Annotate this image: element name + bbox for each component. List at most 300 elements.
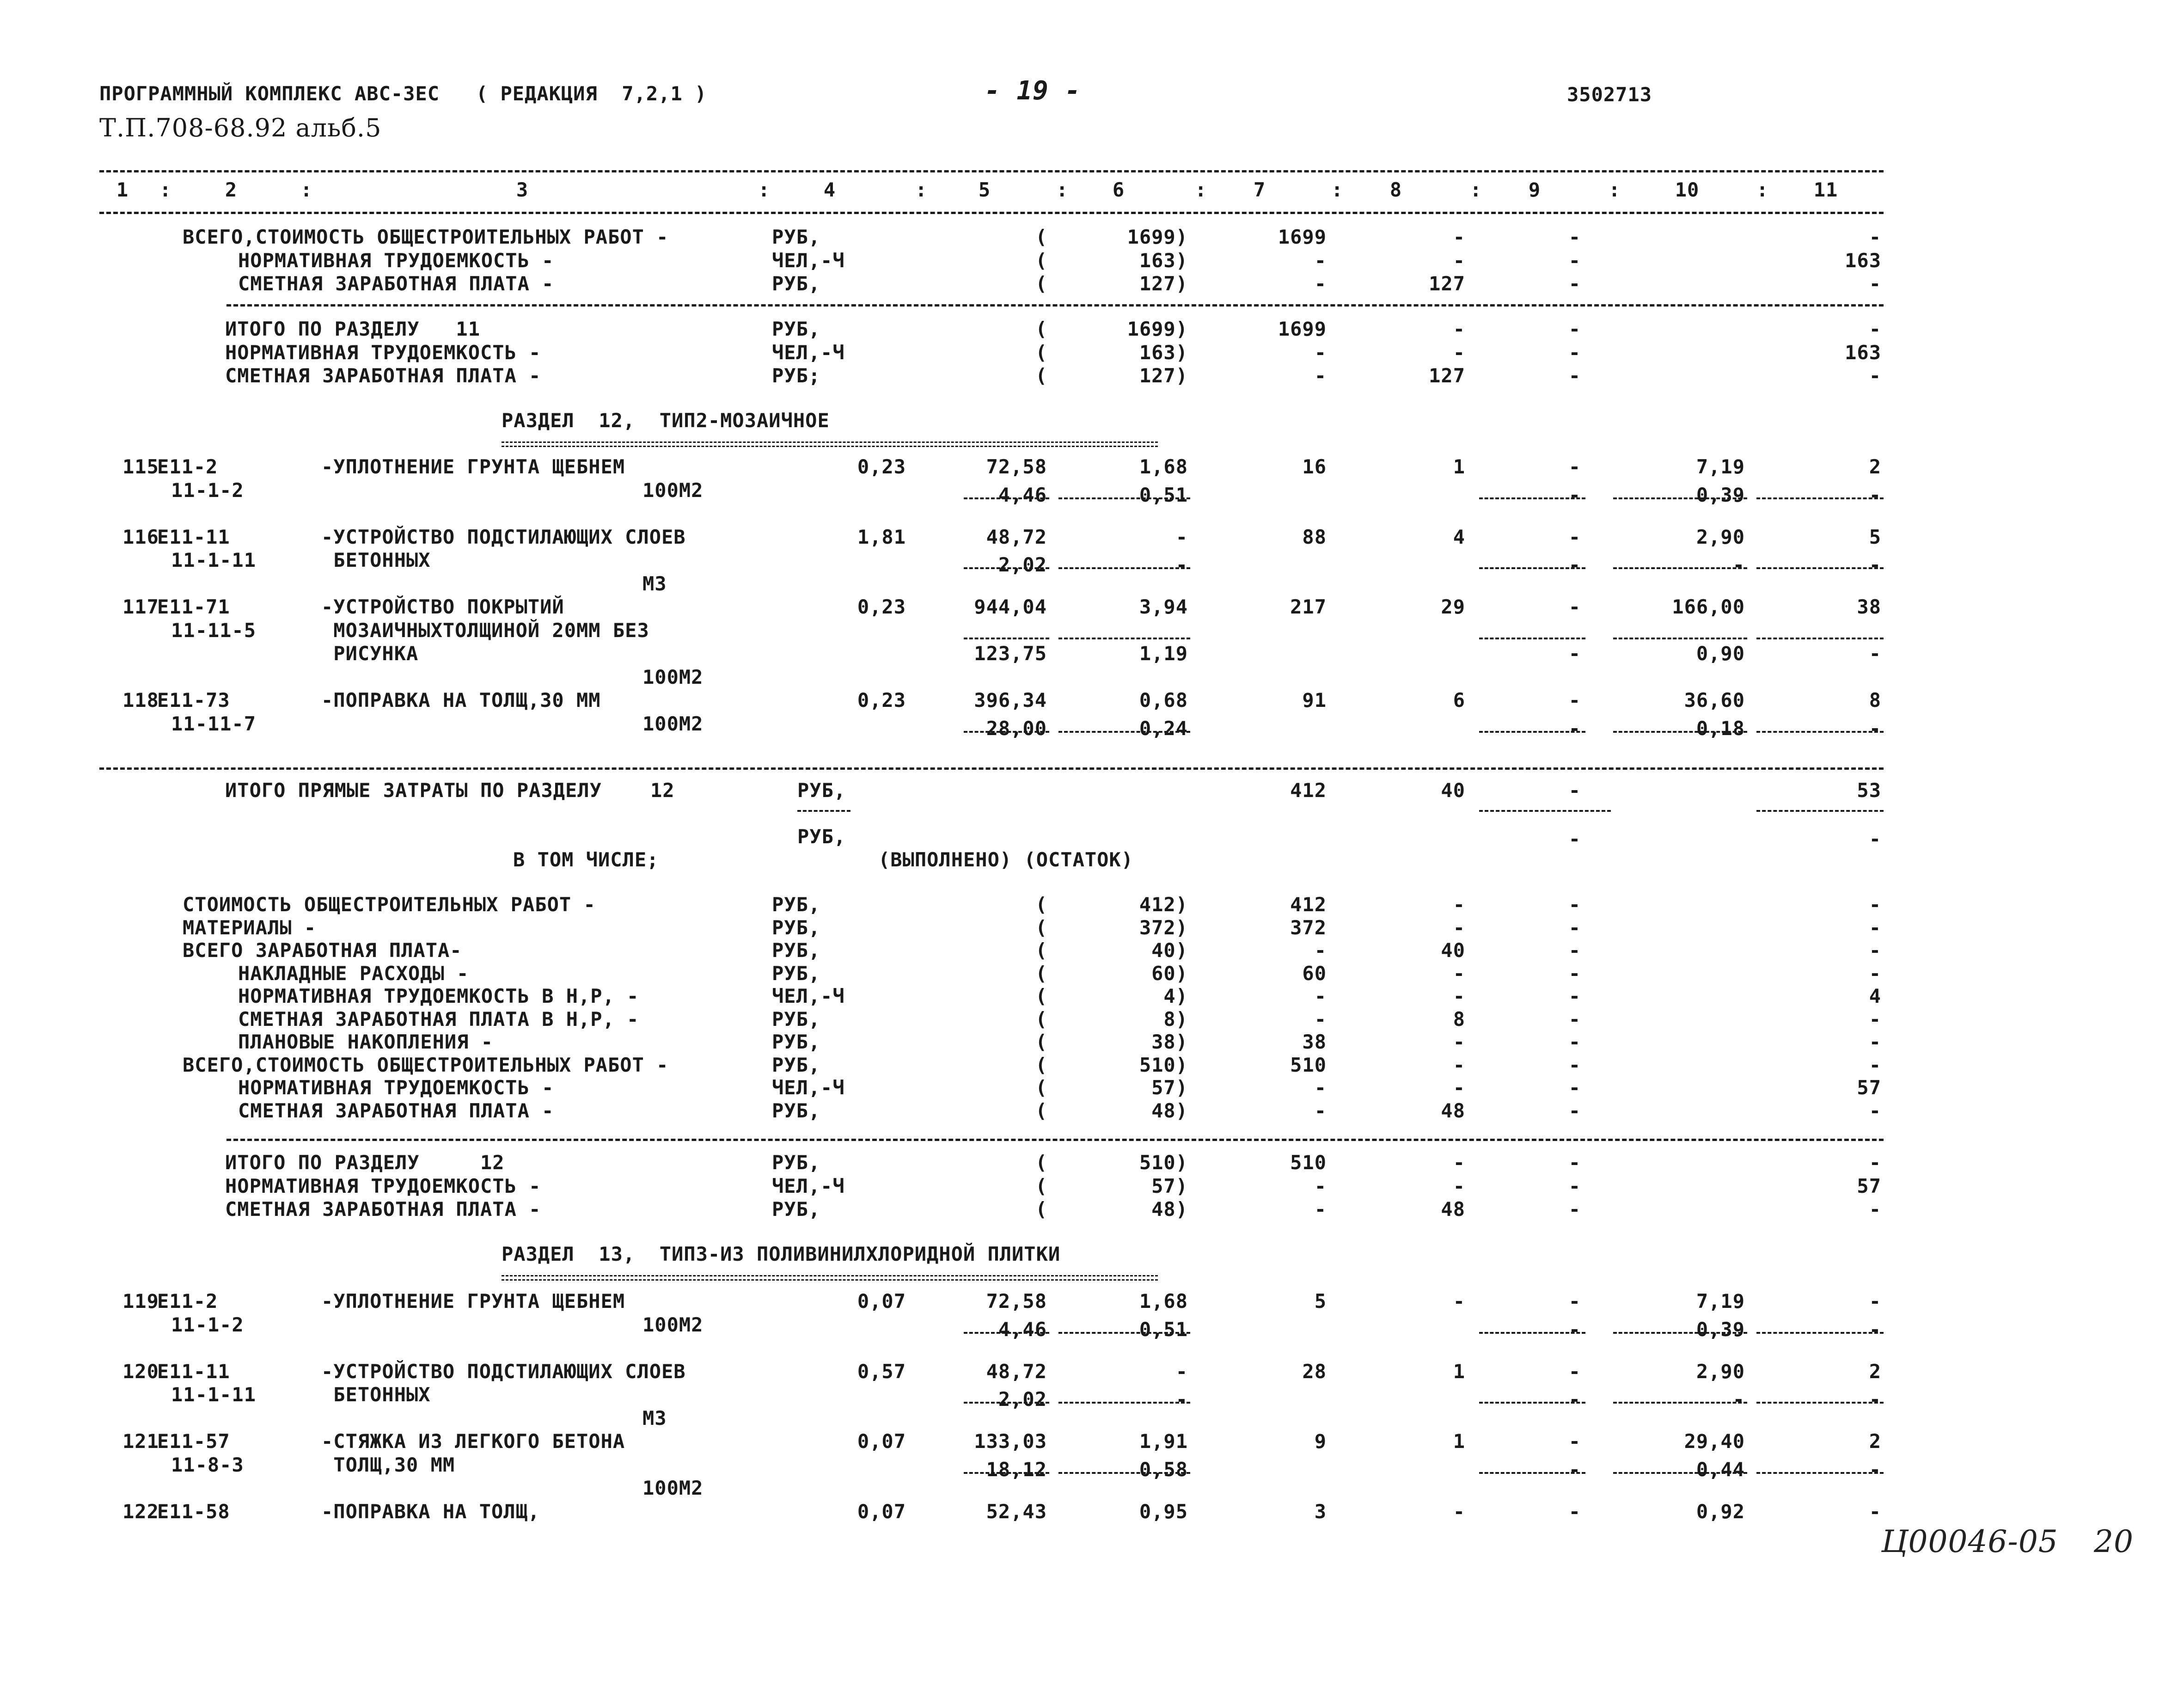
column-number: 10 [1675, 178, 1700, 201]
unit-label: РУБ, [797, 779, 846, 802]
rate-code: Е11-58 [157, 1500, 230, 1523]
breakdown-label: ВСЕГО,СТОИМОСТЬ ОБЩЕСТРОИТЕЛЬНЫХ РАБОТ - [183, 1053, 669, 1076]
work-description: -УСТРОЙСТВО ПОДСТИЛАЮЩИХ СЛОЕВ [321, 525, 686, 548]
unit-price-machines: 18,12 [986, 1458, 1047, 1481]
quantity: 0,07 [857, 1290, 906, 1313]
value-col9: - [1568, 962, 1581, 985]
unit-label: РУБ, [772, 962, 821, 985]
item-number: 117 [122, 595, 159, 618]
item-number: 119 [122, 1290, 159, 1313]
unit-price: 133,03 [974, 1430, 1047, 1453]
work-description: -СТЯЖКА ИЗ ЛЕГКОГО БЕТОНА [321, 1430, 625, 1453]
unit-price-machines: 123,75 [974, 642, 1047, 665]
value-col8: - [1453, 916, 1465, 939]
unit-label: РУБ; [772, 364, 821, 387]
labor-rate-b: 0,39 [1696, 1318, 1745, 1341]
total-wage: 29 [1441, 595, 1465, 618]
labor-rate: 7,19 [1696, 1290, 1745, 1313]
total-label: НОРМАТИВНАЯ ТРУДОЕМКОСТЬ - [225, 341, 541, 364]
unit-price: 48,72 [986, 525, 1047, 548]
value-col11: - [1869, 916, 1881, 939]
paren: ( [1035, 272, 1048, 295]
value-col7: - [1314, 1007, 1327, 1031]
column-number: 4 [823, 178, 836, 201]
value-col11: - [1869, 364, 1881, 387]
value-col7: 412 [1290, 893, 1327, 916]
value-col7: - [1314, 1198, 1327, 1221]
measure-unit: 100М2 [642, 1313, 704, 1336]
value-col7: - [1314, 985, 1327, 1007]
value-col8: - [1453, 341, 1465, 364]
labor-rate-b: 0,44 [1696, 1458, 1745, 1481]
total-label: ИТОГО ПО РАЗДЕЛУ 11 [225, 318, 481, 340]
paren: ( [1035, 1174, 1048, 1197]
section-title: РАЗДЕЛ 13, ТИП3-ИЗ ПОЛИВИНИЛХЛОРИДНОЙ ПЛИТКИ [502, 1243, 1061, 1265]
value-col9-b: - [1568, 1318, 1581, 1341]
value-col6: 1699) [1127, 318, 1188, 340]
value-col9-b: - [1568, 483, 1581, 506]
value-col11: - [1869, 1198, 1881, 1221]
value-col9: - [1568, 1007, 1581, 1031]
rate-code-secondary: 11-8-3 [171, 1453, 244, 1476]
value-col11: - [1869, 226, 1881, 248]
value-col9: - [1568, 341, 1581, 364]
measure-unit: 100М2 [642, 712, 704, 735]
unit-label: РУБ, [772, 1151, 821, 1174]
paren: ( [1035, 985, 1048, 1007]
labor-total: 2 [1869, 455, 1881, 478]
value-col8: - [1453, 1174, 1465, 1197]
unit-price: 396,34 [974, 689, 1047, 712]
unit-label: РУБ, [772, 893, 821, 916]
column-separator: : [1195, 178, 1207, 201]
section-title-underline [502, 1275, 1158, 1281]
page-number: - 19 - [985, 76, 1081, 106]
rate-code: Е11-73 [157, 689, 230, 712]
unit-wage-machines: 1,19 [1139, 642, 1188, 665]
unit-wage-machines: 0,58 [1139, 1458, 1188, 1481]
labor-rate: 29,40 [1684, 1430, 1745, 1453]
value-col11: 57 [1857, 1174, 1881, 1197]
value-col7: - [1314, 1174, 1327, 1197]
quantity: 0,23 [857, 455, 906, 478]
paren: ( [1035, 318, 1048, 340]
value-col11: 163 [1845, 249, 1881, 272]
value-col7: 412 [1290, 779, 1327, 802]
measure-unit: 100М2 [642, 478, 704, 502]
column-number: 3 [516, 178, 529, 201]
labor-rate: 7,19 [1696, 455, 1745, 478]
unit-label: РУБ, [772, 1198, 821, 1221]
value-col9: - [1568, 1053, 1581, 1076]
including-label: В ТОМ ЧИСЛЕ; [513, 848, 659, 871]
labor-rate: 2,90 [1696, 1360, 1745, 1383]
work-description: МОЗАИЧНЫХТОЛЩИНОЙ 20ММ БЕЗ [321, 619, 649, 642]
value-col6: 510) [1139, 1053, 1188, 1076]
value-col7: 372 [1290, 916, 1327, 939]
column-number: 2 [225, 178, 238, 201]
column-number: 5 [978, 178, 991, 201]
column-number: 9 [1528, 178, 1541, 201]
value-col11: 57 [1857, 1076, 1881, 1099]
rate-code: Е11-2 [157, 455, 218, 478]
value-col9: - [1568, 939, 1581, 962]
unit-label: РУБ, [772, 318, 821, 340]
value-col8: 40 [1441, 939, 1465, 962]
measure-unit: М3 [642, 1406, 667, 1429]
labor-total-b: - [1869, 483, 1881, 506]
document-code: 3502713 [1567, 83, 1652, 106]
value-col8: 48 [1441, 1198, 1465, 1221]
value-col6: 8) [1163, 1007, 1188, 1031]
total-label: СМЕТНАЯ ЗАРАБОТНАЯ ПЛАТА - [225, 364, 541, 387]
unit-wage: 0,68 [1139, 689, 1188, 712]
unit-label: РУБ, [772, 939, 821, 962]
paren: ( [1035, 1076, 1048, 1099]
unit-price-machines: 4,46 [998, 1318, 1047, 1341]
labor-rate-b: 0,39 [1696, 483, 1745, 506]
unit-price-machines: 4,46 [998, 483, 1047, 506]
paren: ( [1035, 226, 1048, 248]
unit-wage: 1,68 [1139, 1290, 1188, 1313]
value-col9: - [1568, 455, 1581, 478]
unit-label: ЧЕЛ,-Ч [772, 985, 845, 1007]
quantity: 1,81 [857, 525, 906, 548]
value-col9: - [1568, 1360, 1581, 1383]
value-col8: 48 [1441, 1099, 1465, 1122]
total-wage: 1 [1453, 1360, 1465, 1383]
rate-code: Е11-11 [157, 525, 230, 548]
value-col7: 38 [1302, 1031, 1327, 1053]
labor-rate-b: - [1732, 1388, 1745, 1411]
section-title: РАЗДЕЛ 12, ТИП2-МОЗАИЧНОЕ [502, 409, 830, 432]
work-description: -ПОПРАВКА НА ТОЛЩ, [321, 1500, 540, 1523]
unit-wage-machines: - [1175, 1388, 1188, 1411]
paren: ( [1035, 249, 1048, 272]
table-top-rule [99, 170, 1884, 172]
value-col7: - [1314, 249, 1327, 272]
unit-wage: 0,95 [1139, 1500, 1188, 1523]
value-col6: 163) [1139, 249, 1188, 272]
measure-unit: М3 [642, 572, 667, 595]
value-col11: - [1869, 939, 1881, 962]
program-title: ПРОГРАММНЫЙ КОМПЛЕКС АВС-ЗЕС ( РЕДАКЦИЯ 7,2,1 ) [99, 82, 707, 105]
unit-wage: 1,68 [1139, 455, 1188, 478]
value-col9: - [1568, 595, 1581, 618]
breakdown-label: МАТЕРИАЛЫ - [183, 916, 317, 939]
labor-rate-b: - [1732, 553, 1745, 576]
column-separator: : [1331, 178, 1344, 201]
unit-label: РУБ, [772, 272, 821, 295]
unit-price: 52,43 [986, 1500, 1047, 1523]
value-col11: 53 [1857, 779, 1881, 802]
value-col9-b: - [1568, 642, 1581, 665]
value-col11: - [1869, 1031, 1881, 1053]
column-number: 8 [1389, 178, 1402, 201]
value-col9-b: - [1568, 1388, 1581, 1411]
value-col9: - [1568, 1174, 1581, 1197]
value-col8: - [1453, 226, 1465, 248]
unit-label: РУБ, [797, 825, 846, 848]
value-col6: 412) [1139, 893, 1188, 916]
column-separator: : [1056, 178, 1069, 201]
labor-total-b: - [1869, 553, 1881, 576]
column-number: 6 [1112, 178, 1125, 201]
value-col6: 60) [1151, 962, 1188, 985]
value-col6: 127) [1139, 272, 1188, 295]
value-col11: - [1869, 1099, 1881, 1122]
value-col9: - [1568, 689, 1581, 712]
value-col9: - [1568, 226, 1581, 248]
value-col7: 60 [1302, 962, 1327, 985]
value-col8: - [1453, 1053, 1465, 1076]
labor-total-b: - [1869, 1458, 1881, 1481]
work-description: ТОЛЩ,30 ММ [321, 1453, 455, 1476]
unit-wage-machines: 0,51 [1139, 1318, 1188, 1341]
measure-unit: 100М2 [642, 1477, 704, 1499]
value-col7: - [1314, 364, 1327, 387]
value-col9: - [1568, 1151, 1581, 1174]
value-col9: - [1568, 1076, 1581, 1099]
value-col7: 1699 [1278, 318, 1327, 340]
column-separator: : [915, 178, 928, 201]
section-total-label: ИТОГО ПО РАЗДЕЛУ 12 [225, 1151, 505, 1174]
rate-code-secondary: 11-11-7 [171, 712, 257, 735]
underline [1756, 638, 1884, 639]
value-col6: 40) [1151, 939, 1188, 962]
total-cost: 3 [1314, 1500, 1327, 1523]
labor-rate: 2,90 [1696, 525, 1745, 548]
work-description: -УСТРОЙСТВО ПОКРЫТИЙ [321, 595, 564, 618]
value-col9: - [1568, 1198, 1581, 1221]
paren: ( [1035, 1099, 1048, 1122]
item-number: 121 [122, 1430, 159, 1453]
column-separator: : [758, 178, 771, 201]
labor-total: 38 [1857, 595, 1881, 618]
value-col9: - [1568, 1099, 1581, 1122]
unit-price-machines: 2,02 [998, 1388, 1047, 1411]
value-col11: - [1869, 1151, 1881, 1174]
value-col9: - [1568, 893, 1581, 916]
value-col6: 57) [1151, 1076, 1188, 1099]
breakdown-label: СМЕТНАЯ ЗАРАБОТНАЯ ПЛАТА - [238, 1099, 554, 1122]
value-col11: - [1869, 962, 1881, 985]
column-number: 1 [116, 178, 129, 201]
value-col9-b: - [1568, 717, 1581, 740]
value-col8: - [1453, 985, 1465, 1007]
labor-rate-b: 0,90 [1696, 642, 1745, 665]
value-col8: 40 [1441, 779, 1465, 802]
section-rule [226, 1139, 1884, 1141]
sheet-number: 20 [2094, 1524, 2134, 1559]
value-col7: 1699 [1278, 226, 1327, 248]
value-col8: - [1453, 249, 1465, 272]
value-col9: - [1568, 525, 1581, 548]
labor-rate: 0,92 [1696, 1500, 1745, 1523]
column-separator: : [1756, 178, 1769, 201]
unit-price: 72,58 [986, 455, 1047, 478]
value-col9: - [1568, 916, 1581, 939]
value-col9: - [1568, 1290, 1581, 1313]
quantity: 0,07 [857, 1500, 906, 1523]
total-wage: - [1453, 1500, 1465, 1523]
value-col6: 48) [1151, 1099, 1188, 1122]
paren: ( [1035, 893, 1048, 916]
value-col8: - [1453, 1151, 1465, 1174]
paren: ( [1035, 1151, 1048, 1174]
work-description: -УПЛОТНЕНИЕ ГРУНТА ЩЕБНЕМ [321, 455, 625, 478]
column-separator: : [1470, 178, 1482, 201]
quantity: 0,23 [857, 595, 906, 618]
work-description: БЕТОННЫХ [321, 549, 431, 571]
underline [1479, 810, 1611, 812]
paren: ( [1035, 1053, 1048, 1076]
rate-code-secondary: 11-1-2 [171, 1313, 244, 1336]
value-col9: - [1568, 828, 1581, 850]
labor-total-b: - [1869, 642, 1881, 665]
quantity: 0,07 [857, 1430, 906, 1453]
done-remaining-label: (ВЫПОЛНЕНО) (ОСТАТОК) [878, 848, 1134, 871]
value-col7: 510 [1290, 1053, 1327, 1076]
column-header-bottom-rule [99, 212, 1884, 214]
labor-total: 8 [1869, 689, 1881, 712]
section-total-label: СМЕТНАЯ ЗАРАБОТНАЯ ПЛАТА - [225, 1198, 541, 1221]
section-title-underline [502, 442, 1158, 447]
rate-code: Е11-2 [157, 1290, 218, 1313]
value-col7: - [1314, 341, 1327, 364]
section-rule [226, 304, 1884, 307]
value-col8: - [1453, 893, 1465, 916]
value-col9: - [1568, 779, 1581, 802]
value-col11: 4 [1869, 985, 1881, 1007]
value-col9: - [1568, 1031, 1581, 1053]
unit-price-machines: 2,02 [998, 553, 1047, 576]
work-description: -ПОПРАВКА НА ТОЛЩ,30 ММ [321, 689, 601, 712]
unit-price: 72,58 [986, 1290, 1047, 1313]
unit-wage: 1,91 [1139, 1430, 1188, 1453]
value-col11: - [1869, 272, 1881, 295]
paren: ( [1035, 939, 1048, 962]
section-rule [99, 767, 1884, 770]
value-col7: - [1314, 1099, 1327, 1122]
value-col6: 57) [1151, 1174, 1188, 1197]
rate-code: Е11-57 [157, 1430, 230, 1453]
unit-price: 48,72 [986, 1360, 1047, 1383]
value-col11: - [1869, 1053, 1881, 1076]
unit-wage-machines: - [1175, 553, 1188, 576]
unit-label: РУБ, [772, 226, 821, 248]
unit-label: РУБ, [772, 1099, 821, 1122]
work-description: РИСУНКА [321, 642, 419, 665]
underline [1613, 638, 1747, 639]
total-label: СМЕТНАЯ ЗАРАБОТНАЯ ПЛАТА - [238, 272, 554, 295]
value-col7: - [1314, 939, 1327, 962]
labor-total: 2 [1869, 1360, 1881, 1383]
unit-label: ЧЕЛ,-Ч [772, 1076, 845, 1099]
value-col9-b: - [1568, 553, 1581, 576]
total-cost: 5 [1314, 1290, 1327, 1313]
archive-stamp-number: Ц00046-05 [1881, 1524, 2058, 1559]
value-col9-b: - [1568, 1458, 1581, 1481]
column-separator: : [159, 178, 172, 201]
total-label: ВСЕГО,СТОИМОСТЬ ОБЩЕСТРОИТЕЛЬНЫХ РАБОТ - [183, 226, 669, 248]
value-col6: 372) [1139, 916, 1188, 939]
rate-code-secondary: 11-11-5 [171, 619, 257, 642]
underline [964, 638, 1049, 639]
value-col8: - [1453, 318, 1465, 340]
value-col6: 38) [1151, 1031, 1188, 1053]
quantity: 0,23 [857, 689, 906, 712]
unit-price: 944,04 [974, 595, 1047, 618]
breakdown-label: ПЛАНОВЫЕ НАКОПЛЕНИЯ - [238, 1031, 494, 1053]
unit-label: РУБ, [772, 916, 821, 939]
unit-label: ЧЕЛ,-Ч [772, 341, 845, 364]
paren: ( [1035, 1198, 1048, 1221]
labor-rate-b: 0,18 [1696, 717, 1745, 740]
total-cost: 88 [1302, 525, 1327, 548]
unit-wage-machines: 0,51 [1139, 483, 1188, 506]
unit-price-machines: 28,00 [986, 717, 1047, 740]
underline [1058, 638, 1190, 639]
value-col6: 4) [1163, 985, 1188, 1007]
total-cost: 16 [1302, 455, 1327, 478]
paren: ( [1035, 1007, 1048, 1031]
unit-label: РУБ, [772, 1053, 821, 1076]
breakdown-label: НОРМАТИВНАЯ ТРУДОЕМКОСТЬ - [238, 1076, 554, 1099]
underline [1479, 638, 1585, 639]
value-col9: - [1568, 364, 1581, 387]
total-label: НОРМАТИВНАЯ ТРУДОЕМКОСТЬ - [238, 249, 554, 272]
column-separator: : [300, 178, 313, 201]
value-col11: - [1869, 893, 1881, 916]
labor-total: 2 [1869, 1430, 1881, 1453]
value-col9: - [1568, 318, 1581, 340]
value-col9: - [1568, 985, 1581, 1007]
total-wage: - [1453, 1290, 1465, 1313]
value-col11: - [1869, 828, 1881, 850]
item-number: 116 [122, 525, 159, 548]
breakdown-label: НОРМАТИВНАЯ ТРУДОЕМКОСТЬ В Н,Р, - [238, 985, 639, 1007]
column-number: 11 [1813, 178, 1838, 201]
total-wage: 1 [1453, 455, 1465, 478]
rate-code-secondary: 11-1-2 [171, 478, 244, 502]
rate-code-secondary: 11-1-11 [171, 1383, 257, 1406]
section-total-label: НОРМАТИВНАЯ ТРУДОЕМКОСТЬ - [225, 1174, 541, 1197]
unit-label: ЧЕЛ,-Ч [772, 1174, 845, 1197]
total-cost: 28 [1302, 1360, 1327, 1383]
breakdown-label: НАКЛАДНЫЕ РАСХОДЫ - [238, 962, 469, 985]
value-col6: 127) [1139, 364, 1188, 387]
item-number: 115 [122, 455, 159, 478]
value-col7: - [1314, 272, 1327, 295]
value-col9: - [1568, 249, 1581, 272]
value-col8: 127 [1429, 272, 1465, 295]
labor-total-b: - [1869, 1318, 1881, 1341]
value-col8: - [1453, 1031, 1465, 1053]
work-description: -УСТРОЙСТВО ПОДСТИЛАЮЩИХ СЛОЕВ [321, 1360, 686, 1383]
value-col8: 8 [1453, 1007, 1465, 1031]
value-col11: - [1869, 1007, 1881, 1031]
underline [797, 810, 850, 812]
work-description: -УПЛОТНЕНИЕ ГРУНТА ЩЕБНЕМ [321, 1290, 625, 1313]
labor-total-b: - [1869, 1388, 1881, 1411]
total-wage: 6 [1453, 689, 1465, 712]
work-description: БЕТОННЫХ [321, 1383, 431, 1406]
labor-total-b: - [1869, 717, 1881, 740]
value-col11: 163 [1845, 341, 1881, 364]
total-cost: 217 [1290, 595, 1327, 618]
rate-code: Е11-11 [157, 1360, 230, 1383]
